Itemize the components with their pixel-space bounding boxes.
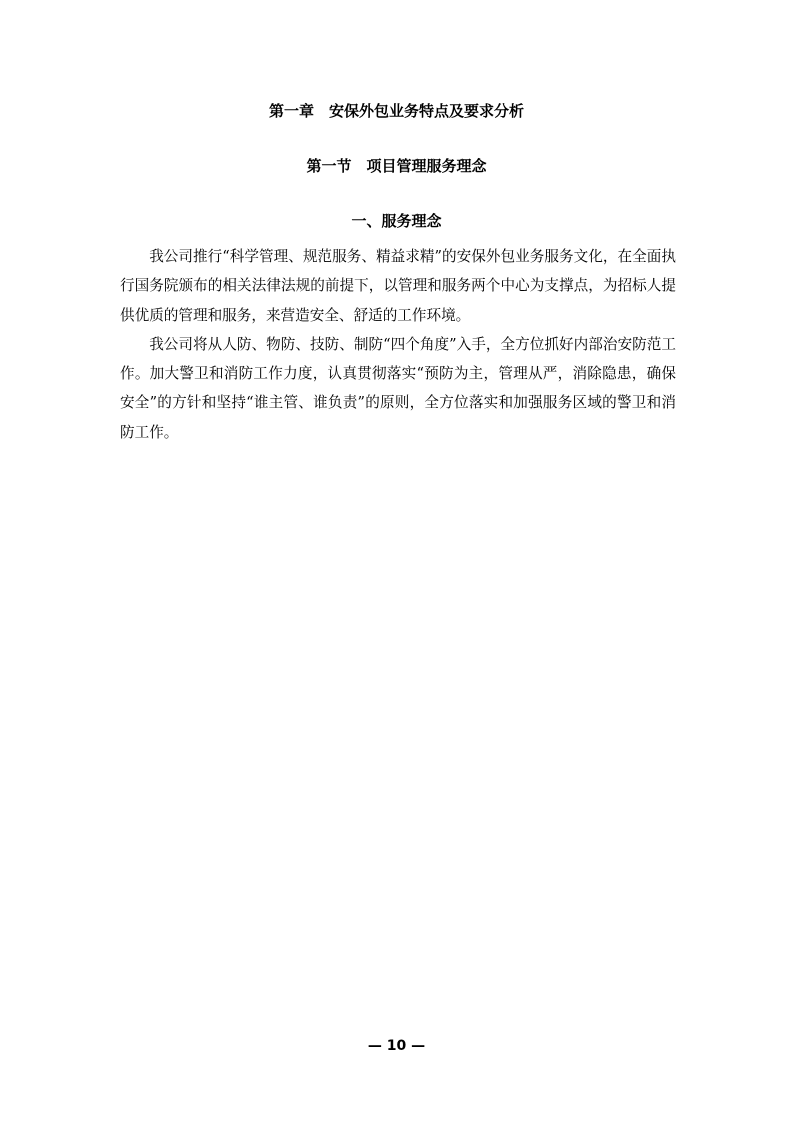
subsection-title: 一、服务理念 — [351, 212, 442, 230]
paragraph-1: 我公司推行“科学管理、规范服务、精益求精”的安保外包业务服务文化，在全面执行国务院颁布的相关法律法规的前提下，以管理和服务两个中心为支撑点，为招标人提供优质的管理和服务，来营造安全、舒适的工作环境。 — [120, 248, 676, 324]
paragraph-2: 我公司将从人防、物防、技防、制防“四个角度”入手，全方位抓好内部治安防范工作。加大警卫和消防工作力度，认真贯彻落实“预防为主，管理从严，消除隐患，确保安全”的方针和坚持“谁主管、谁负责”的原则，全方位落实和加强服务区域的警卫和消防工作。 — [120, 335, 676, 441]
section-title: 第一节 项目管理服务理念 — [306, 157, 487, 175]
page-number: — 10 — — [367, 1038, 426, 1054]
body-text — [120, 242, 676, 447]
chapter-title: 第一章 安保外包业务特点及要求分析 — [268, 102, 524, 120]
